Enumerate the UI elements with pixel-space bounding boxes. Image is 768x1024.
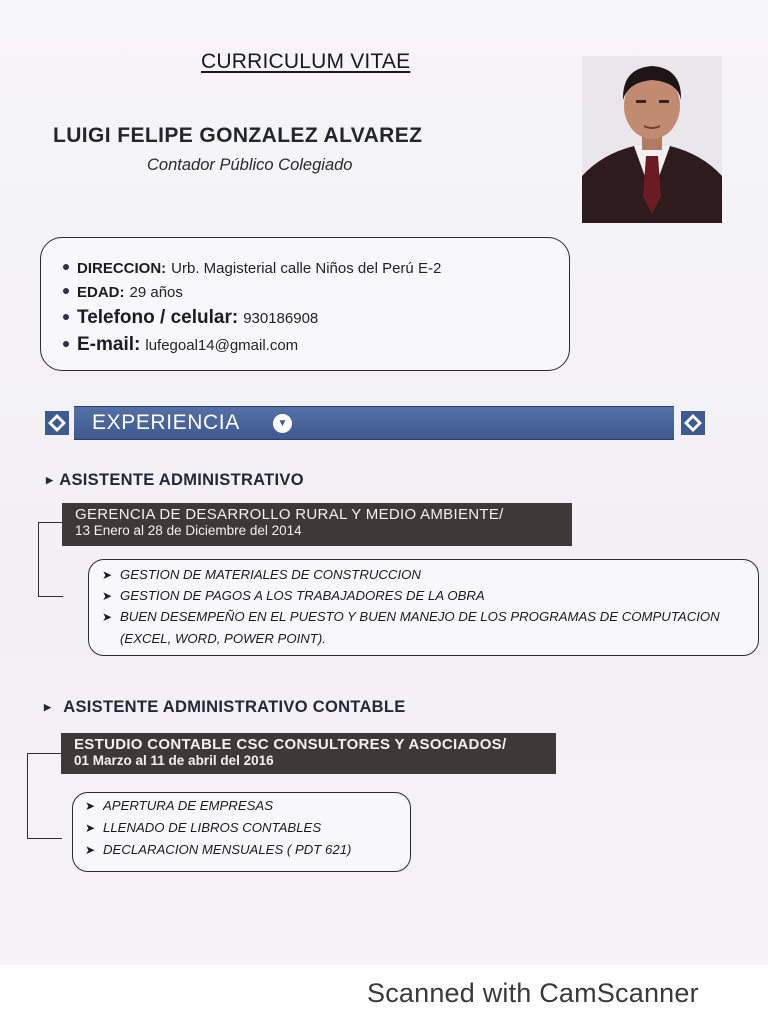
duty-item: ➤ DECLARACION MENSUALES ( PDT 621) — [85, 842, 352, 857]
contact-address — [63, 260, 441, 277]
arrow-bullet-icon: ➤ — [102, 568, 113, 582]
arrowhead-bullet-icon: ▶ — [46, 475, 54, 485]
arrowhead-bullet-icon: ▶ — [44, 702, 52, 712]
employment-dates: 13 Enero al 28 de Diciembre del 2014 — [75, 523, 302, 538]
organization-name: GERENCIA DE DESARROLLO RURAL Y MEDIO AMBIENTE/ — [75, 506, 504, 523]
candidate-name: LUIGI FELIPE GONZALEZ ALVAREZ — [53, 124, 423, 147]
profile-photo — [582, 56, 722, 223]
arrow-bullet-icon: ➤ — [102, 589, 113, 603]
employment-dates: 01 Marzo al 11 de abril del 2016 — [74, 753, 274, 768]
duty-item-continuation: (EXCEL, WORD, POWER POINT). — [120, 631, 326, 646]
scanner-watermark: Scanned with CamScanner — [367, 978, 699, 1008]
contact-age — [63, 284, 183, 301]
duty-item: ➤ BUEN DESEMPEÑO EN EL PUESTO Y BUEN MANEJO DE LOS PROGRAMAS DE COMPUTACION — [102, 609, 720, 624]
contact-phone — [63, 307, 318, 329]
arrow-bullet-icon: ➤ — [85, 843, 96, 857]
connector-bracket — [38, 522, 63, 597]
bullet-icon — [63, 314, 69, 320]
phone-value: 930186908 — [243, 310, 319, 327]
duty-item: ➤ GESTION DE MATERIALES DE CONSTRUCCION — [102, 567, 421, 582]
bullet-icon — [63, 264, 69, 270]
address-value: Urb. Magisterial calle Niños del Perú E-2 — [171, 260, 442, 277]
job-title: ▶ ASISTENTE ADMINISTRATIVO CONTABLE — [44, 698, 406, 716]
organization-name: ESTUDIO CONTABLE CSC CONSULTORES Y ASOCIADOS/ — [74, 736, 507, 753]
duty-item: ➤ GESTION DE PAGOS A LOS TRABAJADORES DE LA OBRA — [102, 588, 485, 603]
diamond-frame-icon — [44, 410, 70, 436]
diamond-frame-icon — [680, 410, 706, 436]
experience-heading: EXPERIENCIA — [92, 411, 240, 434]
email-label: E-mail: — [77, 334, 141, 355]
candidate-profession: Contador Público Colegiado — [147, 156, 353, 174]
email-value: lufegoal14@gmail.com — [145, 337, 299, 354]
duty-item: ➤ LLENADO DE LIBROS CONTABLES — [85, 820, 322, 835]
organization-box — [61, 733, 556, 774]
document-title: CURRICULUM VITAE — [201, 50, 411, 73]
duty-item: ➤ APERTURA DE EMPRESAS — [85, 798, 274, 813]
phone-label: Telefono / celular: — [77, 307, 239, 328]
arrow-bullet-icon: ➤ — [85, 799, 96, 813]
address-label: DIRECCION: — [77, 260, 167, 277]
age-label: EDAD: — [77, 284, 125, 301]
arrow-bullet-icon: ➤ — [102, 610, 113, 624]
organization-box — [62, 503, 572, 546]
contact-email — [63, 334, 298, 356]
bullet-icon — [63, 288, 69, 294]
connector-bracket — [27, 753, 62, 839]
age-value: 29 años — [129, 284, 183, 301]
arrow-bullet-icon: ➤ — [85, 821, 96, 835]
chevron-down-circle-icon: ▼ — [273, 414, 292, 433]
job-title: ▶ ASISTENTE ADMINISTRATIVO — [46, 471, 304, 489]
bullet-icon — [63, 341, 69, 347]
